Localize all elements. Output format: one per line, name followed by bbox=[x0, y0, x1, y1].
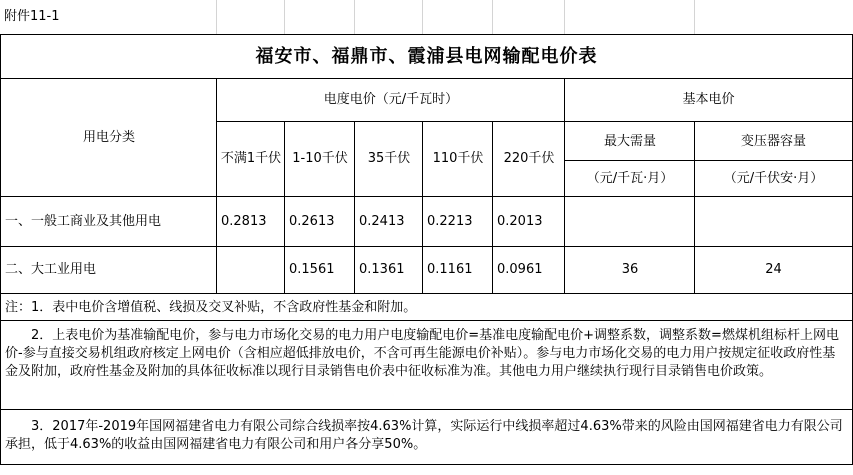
gridline bbox=[284, 0, 285, 34]
transformer-capacity-cell[interactable] bbox=[694, 196, 853, 247]
price-cell[interactable]: 0.2013 bbox=[492, 196, 565, 247]
row-category[interactable]: 二、大工业用电 bbox=[0, 246, 217, 293]
gridline bbox=[564, 0, 565, 34]
header-voltage-level[interactable]: 1-10千伏 bbox=[284, 121, 355, 196]
gridline bbox=[422, 0, 423, 34]
gridline bbox=[694, 0, 695, 34]
note-2[interactable]: 2．上表电价为基准输配电价，参与电力市场化交易的电力用户电度输配电价=基准电度输配电价+调整系数，调整系数=燃煤机组标杆上网电价-参与直接交易机组政府核定上网电价（含相应超低排放电价，不含可再生能源电价补贴）。参与电力市场化交易的电力用户按规定征收政府性基金及附加，政府性基金及附加的具体征收标准以现行目录销售电价表中征收标准为准。其他电力用户继续执行现行目录销售电价政策。 bbox=[0, 320, 853, 410]
header-voltage-level[interactable]: 110千伏 bbox=[422, 121, 493, 196]
price-cell[interactable]: 0.1361 bbox=[354, 246, 423, 293]
header-max-demand-unit[interactable]: （元/千瓦·月） bbox=[564, 160, 695, 196]
table-title[interactable]: 福安市、福鼎市、霞浦县电网输配电价表 bbox=[0, 34, 853, 78]
gridline bbox=[354, 0, 355, 34]
header-voltage-level[interactable]: 不满1千伏 bbox=[216, 121, 285, 196]
header-max-demand[interactable]: 最大需量 bbox=[564, 121, 695, 161]
price-cell[interactable]: 0.2613 bbox=[284, 196, 355, 247]
gridline bbox=[492, 0, 493, 34]
price-cell[interactable]: 0.1561 bbox=[284, 246, 355, 293]
max-demand-cell[interactable] bbox=[564, 196, 695, 247]
price-cell[interactable]: 0.2813 bbox=[216, 196, 285, 247]
price-cell[interactable]: 0.2213 bbox=[422, 196, 493, 247]
row-category[interactable]: 一、一般工商业及其他用电 bbox=[0, 196, 217, 247]
header-basic-price-group[interactable]: 基本电价 bbox=[564, 78, 853, 121]
sheet-label[interactable]: 附件11-1 bbox=[4, 9, 60, 24]
header-transformer-capacity[interactable]: 变压器容量 bbox=[694, 121, 853, 161]
transformer-capacity-cell[interactable]: 24 bbox=[694, 246, 853, 293]
header-transformer-capacity-unit[interactable]: （元/千伏安·月） bbox=[694, 160, 853, 196]
gridline bbox=[216, 0, 217, 34]
price-cell[interactable]: 0.2413 bbox=[354, 196, 423, 247]
header-voltage-level[interactable]: 35千伏 bbox=[354, 121, 423, 196]
max-demand-cell[interactable]: 36 bbox=[564, 246, 695, 293]
note-3[interactable]: 3．2017年-2019年国网福建省电力有限公司综合线损率按4.63%计算，实际运行中线损率超过4.63%带来的风险由国网福建省电力有限公司承担，低于4.63%的收益由国网福建省电力有限公司和用户各分享50%。 bbox=[0, 409, 853, 465]
header-voltage-level[interactable]: 220千伏 bbox=[492, 121, 565, 196]
price-cell[interactable]: 0.1161 bbox=[422, 246, 493, 293]
price-cell[interactable]: 0.0961 bbox=[492, 246, 565, 293]
header-energy-price-group[interactable]: 电度电价（元/千瓦时） bbox=[216, 78, 565, 121]
note-1[interactable]: 注：1．表中电价含增值税、线损及交叉补贴，不含政府性基金和附加。 bbox=[0, 293, 853, 321]
header-category[interactable]: 用电分类 bbox=[0, 78, 217, 196]
price-cell[interactable] bbox=[216, 246, 285, 293]
